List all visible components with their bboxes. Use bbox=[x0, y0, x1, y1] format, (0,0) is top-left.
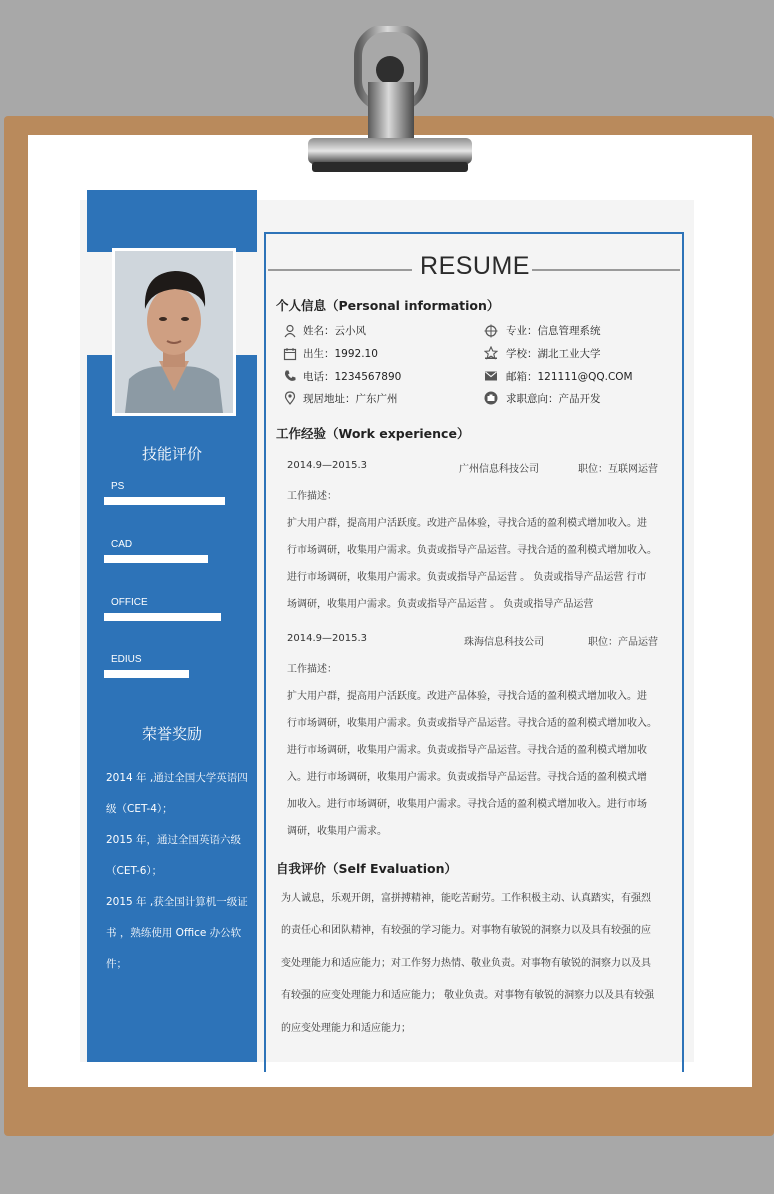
info-phone: 电话：1234567890 bbox=[303, 371, 402, 383]
job-desc-line: 进行市场调研，收集用户需求。负责或指导产品运营。寻找合适的盈利模式增加收 bbox=[287, 745, 647, 756]
job-desc-line: 行市场调研，收集用户需求。负责或指导产品运营。寻找合适的盈利模式增加收入。 bbox=[287, 545, 657, 556]
job-company: 广州信息科技公司 bbox=[459, 464, 539, 475]
self-eval-line: 有较强的应变处理能力和适应能力； 敬业负责。对事物有敏锐的洞察力以及具有较强 bbox=[281, 990, 655, 1001]
info-address: 现居地址：广东广州 bbox=[303, 393, 398, 405]
award-line: 2014 年 ,通过全国大学英语四 bbox=[106, 772, 248, 784]
job-desc-line: 场调研，收集用户需求。负责或指导产品运营 。 负责或指导产品运营 bbox=[287, 599, 594, 610]
award-line: 书 ，熟练使用 Office 办公软 bbox=[106, 927, 242, 939]
self-eval-line: 的责任心和团队精神，有较强的学习能力。对事物有敏锐的洞察力以及具有较强的应 bbox=[281, 925, 651, 936]
award-line: （CET-6）； bbox=[106, 865, 163, 877]
info-name: 姓名：云小风 bbox=[303, 325, 366, 337]
personal-info-title: 个人信息（Personal information） bbox=[276, 298, 500, 313]
skill-label-ps: PS bbox=[111, 481, 125, 492]
info-job-intent: 求职意向：产品开发 bbox=[506, 393, 601, 405]
award-line: 级（CET-4）； bbox=[106, 803, 173, 815]
self-eval-line: 的应变处理能力和适应能力； bbox=[281, 1023, 411, 1034]
job-desc-label: 工作描述： bbox=[287, 491, 337, 502]
school-icon bbox=[484, 346, 498, 360]
job-period: 2014.9—2015.3 bbox=[287, 633, 367, 644]
skill-label-cad: CAD bbox=[111, 539, 133, 550]
crosshair-icon bbox=[484, 324, 498, 338]
resume-title: RESUME bbox=[420, 252, 530, 280]
title-rule-right bbox=[532, 269, 680, 271]
skill-bar-edius bbox=[104, 670, 189, 678]
person-icon bbox=[283, 324, 297, 338]
person-portrait-icon bbox=[115, 251, 233, 413]
info-birth: 出生：1992.10 bbox=[303, 348, 378, 360]
award-line: 2015 年，通过全国英语六级 bbox=[106, 834, 242, 846]
skill-bar-cad bbox=[104, 555, 208, 563]
info-email: 邮箱：121111@QQ.COM bbox=[506, 371, 633, 383]
skill-bar-ps bbox=[104, 497, 225, 505]
title-rule-left bbox=[268, 269, 412, 271]
self-eval-line: 变处理能力和适应能力；对工作努力热情、敬业负责。对事物有敏锐的洞察力以及具 bbox=[281, 958, 651, 969]
job-desc-label: 工作描述： bbox=[287, 664, 337, 675]
job-position: 职位：产品运营 bbox=[588, 637, 658, 648]
binder-clip-icon bbox=[306, 26, 474, 178]
job-desc-line: 入。进行市场调研，收集用户需求。负责或指导产品运营。寻找合适的盈利模式增 bbox=[287, 772, 647, 783]
info-school: 学校：湖北工业大学 bbox=[506, 348, 601, 360]
location-icon bbox=[283, 391, 297, 405]
award-line: 2015 年 ,获全国计算机一级证 bbox=[106, 896, 248, 908]
job-desc-line: 加收入。进行市场调研，收集用户需求。寻找合适的盈利模式增加收入。进行市场 bbox=[287, 799, 647, 810]
skills-heading: 技能评价 bbox=[141, 445, 202, 463]
phone-icon bbox=[283, 369, 297, 383]
self-evaluation-title: 自我评价（Self Evaluation） bbox=[276, 861, 458, 876]
self-eval-line: 为人诚息，乐观开朗，富拼搏精神，能吃苦耐劳。工作积极主动、认真踏实，有强烈 bbox=[281, 893, 651, 904]
calendar-icon bbox=[283, 347, 297, 361]
skill-label-office: OFFICE bbox=[111, 597, 148, 608]
skill-bar-office bbox=[104, 613, 221, 621]
skill-label-edius: EDIUS bbox=[111, 654, 142, 665]
job-desc-line: 扩大用户群，提高用户活跃度。改进产品体验，寻找合适的盈利模式增加收入。进 bbox=[287, 518, 647, 529]
info-major: 专业：信息管理系统 bbox=[506, 325, 601, 337]
work-experience-title: 工作经验（Work experience） bbox=[276, 426, 470, 441]
job-desc-line: 调研，收集用户需求。 bbox=[287, 826, 387, 837]
job-company: 珠海信息科技公司 bbox=[464, 637, 544, 648]
award-line: 件； bbox=[106, 958, 127, 970]
mail-icon bbox=[484, 369, 498, 383]
awards-heading: 荣誉奖励 bbox=[141, 725, 202, 743]
job-desc-line: 进行市场调研，收集用户需求。负责或指导产品运营 。 负责或指导产品运营 行市 bbox=[287, 572, 647, 583]
profile-photo bbox=[112, 248, 236, 416]
job-period: 2014.9—2015.3 bbox=[287, 460, 367, 471]
briefcase-icon bbox=[484, 391, 498, 405]
job-desc-line: 行市场调研，收集用户需求。负责或指导产品运营。寻找合适的盈利模式增加收入。 bbox=[287, 718, 657, 729]
job-desc-line: 扩大用户群，提高用户活跃度。改进产品体验，寻找合适的盈利模式增加收入。进 bbox=[287, 691, 647, 702]
job-position: 职位：互联网运营 bbox=[578, 464, 658, 475]
